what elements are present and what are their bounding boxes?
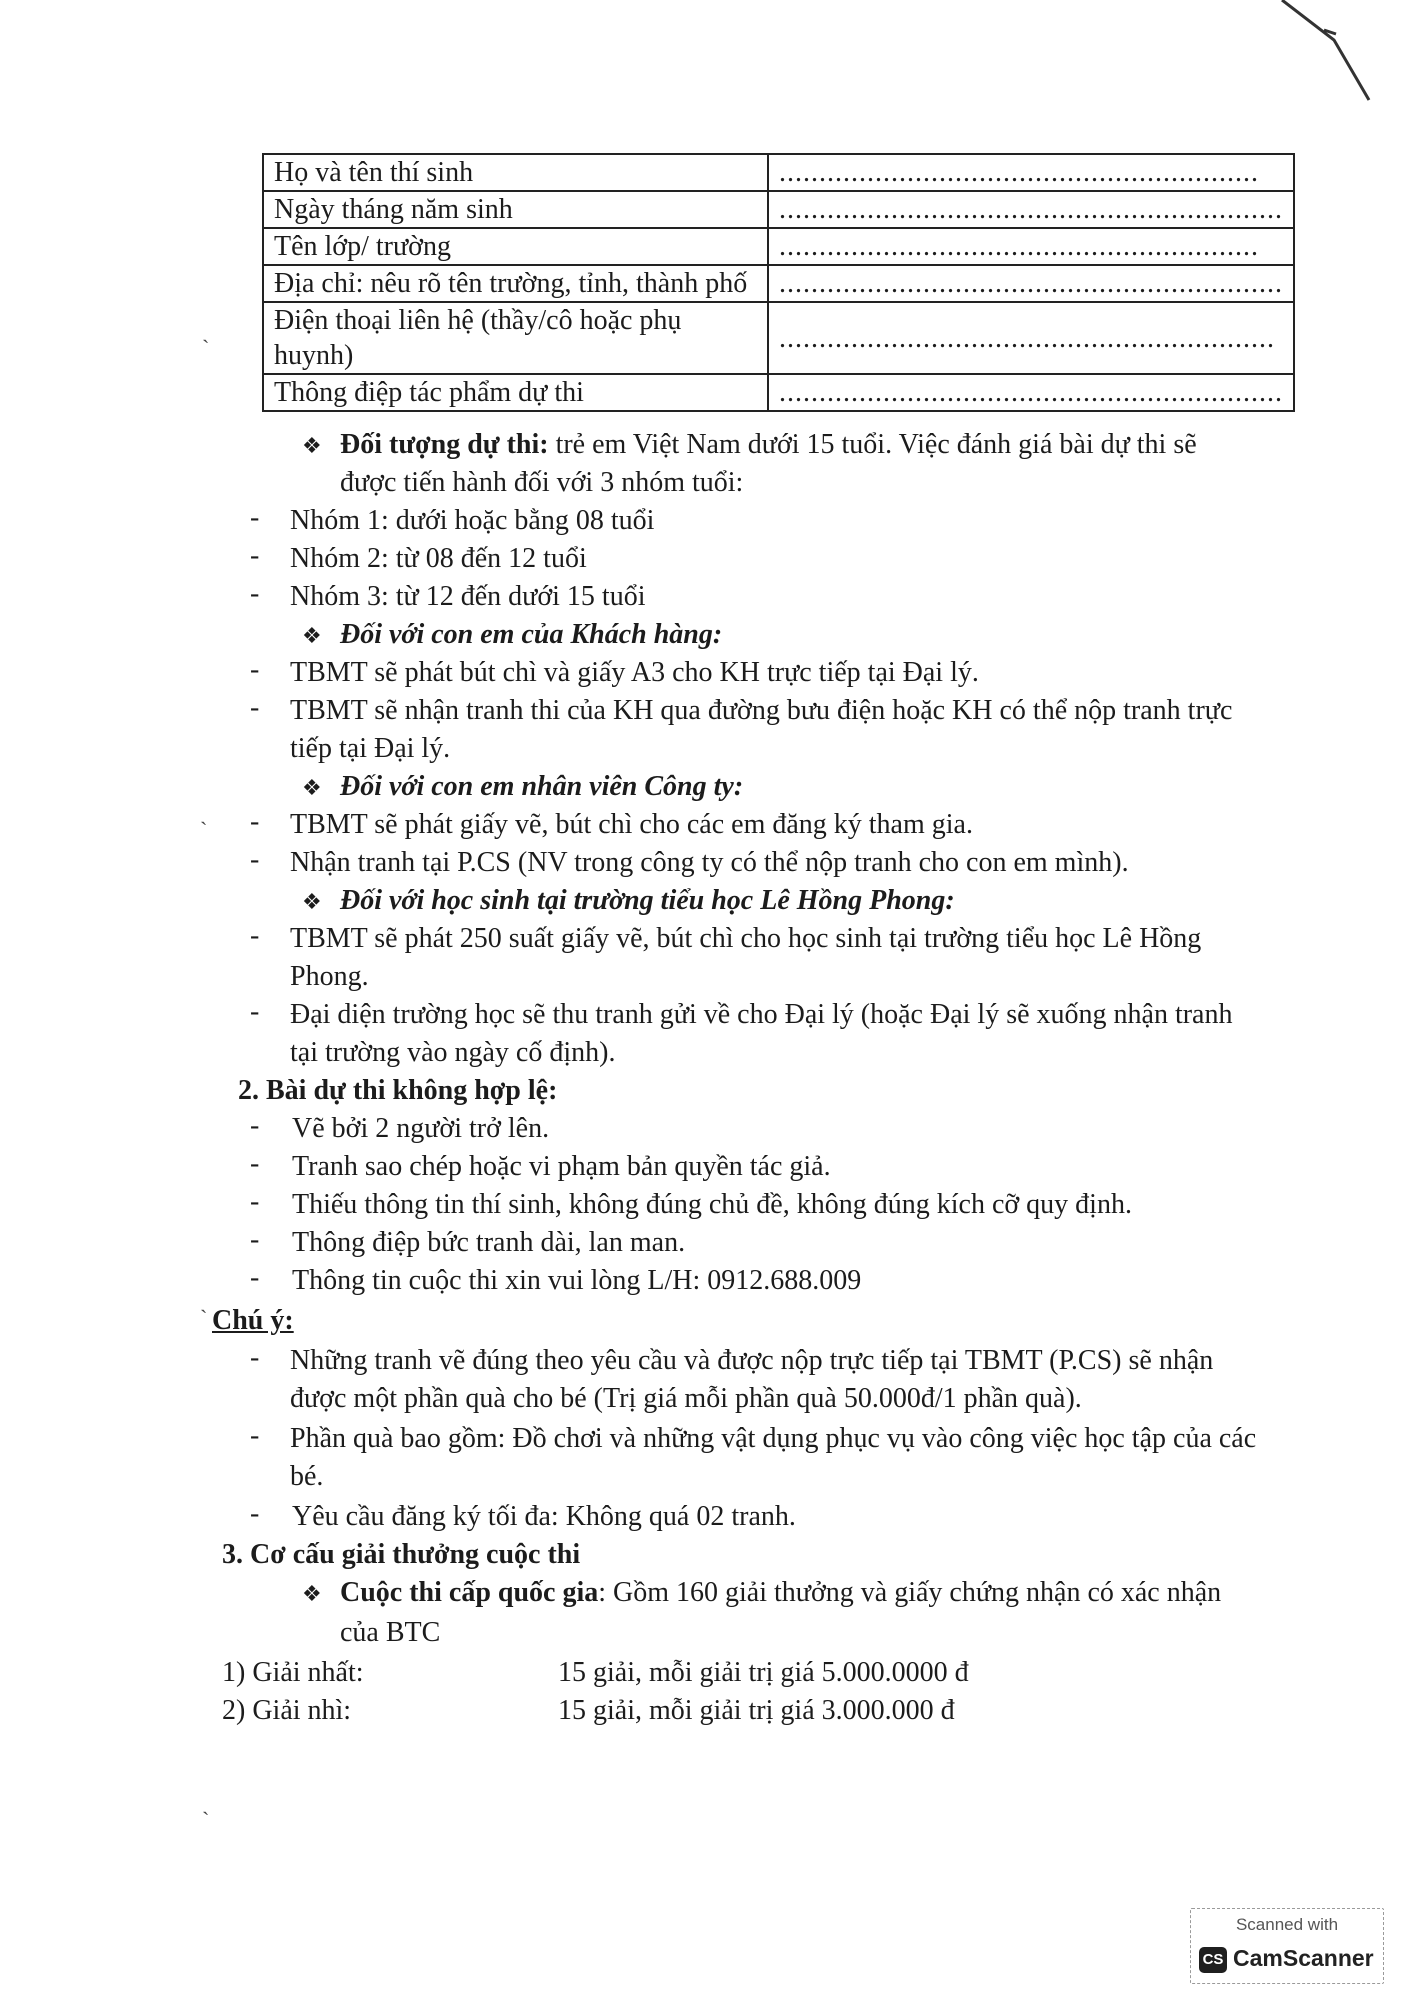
row-label: Điện thoại liên hệ (thầy/cô hoặc phụ huynh) <box>263 302 768 374</box>
row-value: ............................................................ <box>768 228 1294 265</box>
row-label: Địa chỉ: nêu rõ tên trường, tỉnh, thành phố <box>263 265 768 302</box>
prize-value: 15 giải, mỗi giải trị giá 3.000.000 đ <box>558 1695 955 1726</box>
page-corner-mark <box>1264 0 1374 120</box>
table-row <box>263 191 1294 228</box>
list-item: Vẽ bởi 2 người trở lên. <box>292 1113 550 1144</box>
table-row <box>263 228 1294 265</box>
eligibility-text: trẻ em Việt Nam dưới 15 tuổi. Việc đánh giá bài dự thi sẽ <box>548 429 1197 460</box>
invalid-entries-heading: 2. Bài dự thi không hợp lệ: <box>238 1075 558 1106</box>
prize-structure-heading: 3. Cơ cấu giải thưởng cuộc thi <box>222 1539 581 1570</box>
list-dash: - <box>250 1498 260 1529</box>
list-item: Tranh sao chép hoặc vi phạm bản quyền tác giả. <box>292 1151 831 1182</box>
table-row <box>263 265 1294 302</box>
row-label: Tên lớp/ trường <box>263 228 768 265</box>
list-item: Nhóm 3: từ 12 đến dưới 15 tuổi <box>290 581 646 612</box>
table-row <box>263 302 1294 374</box>
list-dash: - <box>250 540 260 571</box>
list-item: Nhóm 1: dưới hoặc bằng 08 tuổi <box>290 505 655 536</box>
list-dash: - <box>250 502 260 533</box>
scan-speck: ˏ <box>200 1288 208 1313</box>
list-dash: - <box>250 1224 260 1255</box>
camscanner-watermark <box>1190 1908 1384 1984</box>
row-value: ............................................................... <box>768 374 1294 411</box>
list-item: Nhóm 2: từ 08 đến 12 tuổi <box>290 543 587 574</box>
list-item: TBMT sẽ phát giấy vẽ, bút chì cho các em đăng ký tham gia. <box>290 809 973 840</box>
row-value: ............................................................... <box>768 191 1294 228</box>
list-item-cont: bé. <box>290 1461 324 1492</box>
list-item: Phần quà bao gồm: Đồ chơi và những vật dụng phục vụ vào công việc học tập của các <box>290 1423 1257 1454</box>
list-dash: - <box>250 806 260 837</box>
scan-speck: ˏ <box>202 1790 210 1815</box>
eligibility-heading: Đối tượng dự thi: <box>340 429 549 460</box>
note-heading: Chú ý: <box>212 1305 294 1336</box>
list-item: Yêu cầu đăng ký tối đa: Không quá 02 tranh. <box>292 1501 796 1532</box>
list-item: Thiếu thông tin thí sinh, không đúng chủ đề, không đúng kích cỡ quy định. <box>292 1189 1132 1220</box>
scanned-with-label: Scanned with <box>1235 1915 1339 1934</box>
list-dash: - <box>250 692 260 723</box>
diamond-bullet-icon: ❖ <box>302 775 322 800</box>
student-section-heading: ❖ Đối với học sinh tại trường tiểu học Lê Hồng Phong: <box>302 882 955 921</box>
list-item: TBMT sẽ phát bút chì và giấy A3 cho KH trực tiếp tại Đại lý. <box>290 657 979 688</box>
row-label: Họ và tên thí sinh <box>263 154 768 191</box>
row-label: Ngày tháng năm sinh <box>263 191 768 228</box>
list-item-cont: tại trường vào ngày cố định). <box>290 1037 616 1068</box>
list-dash: - <box>250 1262 260 1293</box>
list-item: Những tranh vẽ đúng theo yêu cầu và được nộp trực tiếp tại TBMT (P.CS) sẽ nhận <box>290 1345 1214 1376</box>
prize-label: 2) Giải nhì: <box>222 1695 352 1726</box>
prize-value: 15 giải, mỗi giải trị giá 5.000.0000 đ <box>558 1657 969 1688</box>
row-label: Thông điệp tác phẩm dự thi <box>263 374 768 411</box>
table-row <box>263 374 1294 411</box>
list-item: Thông tin cuộc thi xin vui lòng L/H: 0912.688.009 <box>292 1265 862 1296</box>
list-dash: - <box>250 1342 260 1373</box>
applicant-info-table <box>262 153 1295 412</box>
diamond-bullet-icon: ❖ <box>302 889 322 914</box>
camscanner-logo-icon: CS <box>1199 1947 1227 1973</box>
diamond-bullet-icon: ❖ <box>302 623 322 648</box>
list-item: TBMT sẽ phát 250 suất giấy vẽ, bút chì cho học sinh tại trường tiểu học Lê Hồng <box>290 923 1202 954</box>
list-item-cont: Phong. <box>290 961 369 992</box>
customer-section-heading: ❖ Đối với con em của Khách hàng: <box>302 616 722 655</box>
table-row <box>263 154 1294 191</box>
employee-section-heading: ❖ Đối với con em nhân viên Công ty: <box>302 768 743 807</box>
list-dash: - <box>250 844 260 875</box>
list-dash: - <box>250 654 260 685</box>
camscanner-name: CamScanner <box>1233 1945 1374 1971</box>
list-dash: - <box>250 578 260 609</box>
list-dash: - <box>250 1110 260 1141</box>
list-item: TBMT sẽ nhận tranh thi của KH qua đường bưu điện hoặc KH có thể nộp tranh trực <box>290 695 1233 726</box>
list-item: Nhận tranh tại P.CS (NV trong công ty có thể nộp tranh cho con em mình). <box>290 847 1129 878</box>
list-item: Thông điệp bức tranh dài, lan man. <box>292 1227 686 1258</box>
list-item-cont: tiếp tại Đại lý. <box>290 733 451 764</box>
national-contest-line: ❖ Cuộc thi cấp quốc gia: Gồm 160 giải thưởng và giấy chứng nhận có xác nhận <box>302 1574 1221 1613</box>
national-contest-cont: của BTC <box>340 1617 441 1648</box>
list-dash: - <box>250 920 260 951</box>
list-dash: - <box>250 1186 260 1217</box>
row-value: ............................................................ <box>768 154 1294 191</box>
scan-speck: ˏ <box>202 318 210 343</box>
prize-label: 1) Giải nhất: <box>222 1657 364 1688</box>
eligibility-paragraph <box>302 426 1294 465</box>
list-dash: - <box>250 1148 260 1179</box>
scan-speck: ˏ <box>200 800 208 825</box>
eligibility-text-cont: được tiến hành đối với 3 nhóm tuổi: <box>340 467 744 498</box>
list-dash: - <box>250 1420 260 1451</box>
list-dash: - <box>250 996 260 1027</box>
row-value: ............................................................... <box>768 265 1294 302</box>
list-item-cont: được một phần quà cho bé (Trị giá mỗi phần quà 50.000đ/1 phần quà). <box>290 1383 1082 1414</box>
row-value: .............................................................. <box>768 302 1294 374</box>
list-item: Đại diện trường học sẽ thu tranh gửi về cho Đại lý (hoặc Đại lý sẽ xuống nhận tranh <box>290 999 1233 1030</box>
diamond-bullet-icon: ❖ <box>302 1581 322 1606</box>
diamond-bullet-icon: ❖ <box>302 433 322 458</box>
